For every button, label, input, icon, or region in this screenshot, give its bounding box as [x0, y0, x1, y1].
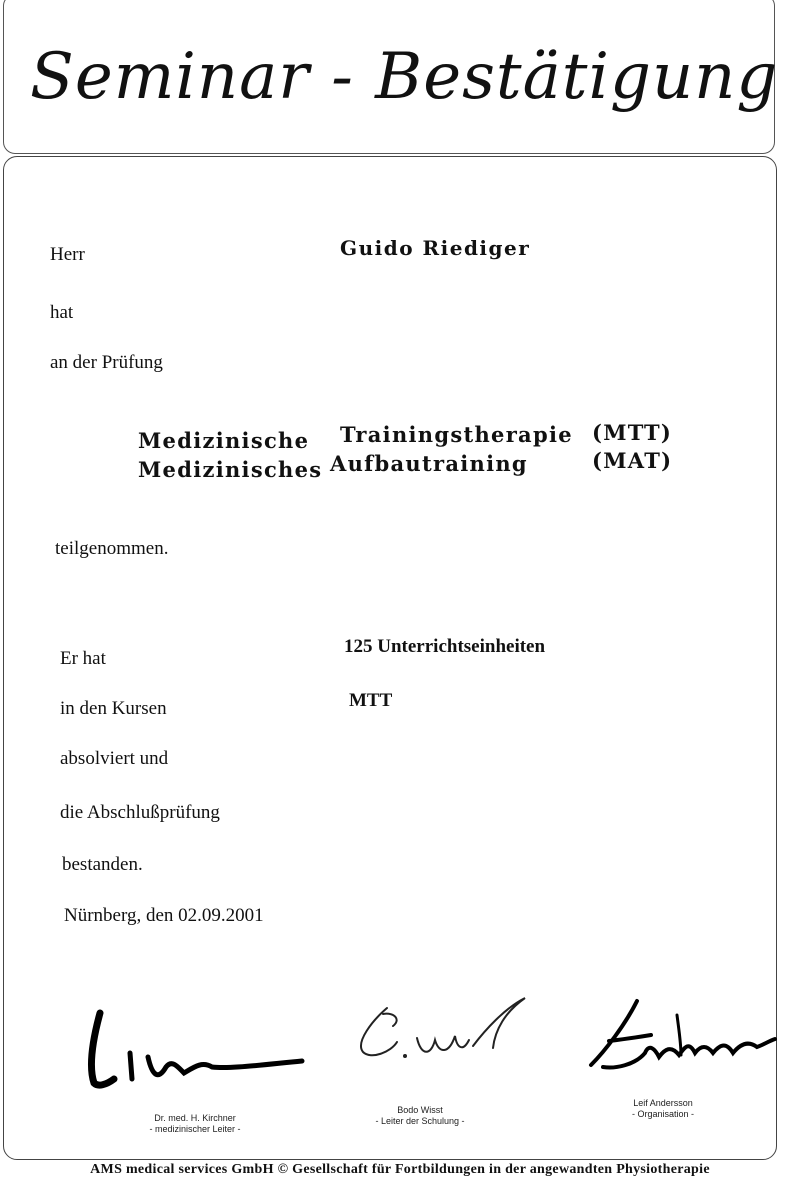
footer-company: AMS medical services GmbH © Gesellschaft für Fortbildungen in der angewandten Physiotherapie: [90, 1162, 710, 1177]
course-2-abbr: (MAT): [592, 448, 673, 473]
units-value: 125 Unterrichtseinheiten: [344, 636, 546, 657]
text-an-der-pruefung: an der Prüfung: [50, 352, 163, 373]
recipient-name: Guido Riediger: [340, 236, 531, 260]
signature-andersson: [585, 995, 785, 1085]
text-in-den-kursen: in den Kursen: [60, 698, 167, 719]
text-absolviert: absolviert und: [60, 748, 169, 769]
course-2-detail: Aufbautraining: [330, 451, 528, 476]
place-date: Nürnberg, den 02.09.2001: [64, 905, 264, 926]
signatory-1-role: - medizinischer Leiter -: [149, 1124, 241, 1134]
signatory-2: [320, 1105, 520, 1127]
signatory-3: [563, 1098, 763, 1120]
text-teilgenommen: teilgenommen.: [55, 538, 169, 559]
signatory-1: [95, 1113, 295, 1135]
salutation: Herr: [50, 244, 85, 265]
signature-wisst: [345, 990, 535, 1075]
signatory-2-role: - Leiter der Schulung -: [375, 1116, 465, 1126]
course-code: MTT: [349, 690, 393, 711]
signature-kirchner: [80, 1005, 320, 1090]
signatory-1-name: Dr. med. H. Kirchner: [154, 1113, 236, 1123]
course-1-detail: Trainingstherapie: [340, 422, 573, 447]
text-abschlusspruefung: die Abschlußprüfung: [60, 802, 220, 823]
page-title: Seminar - Bestätigung: [30, 40, 779, 114]
course-1-abbr: (MTT): [592, 420, 673, 445]
course-2-name: Medizinisches: [138, 457, 323, 482]
text-hat: hat: [50, 302, 74, 323]
signatory-3-role: - Organisation -: [631, 1109, 695, 1119]
signatory-3-name: Leif Andersson: [633, 1098, 693, 1108]
course-1-name: Medizinische: [138, 428, 310, 453]
text-bestanden: bestanden.: [62, 854, 143, 875]
text-er-hat: Er hat: [60, 648, 106, 669]
signatory-2-name: Bodo Wisst: [397, 1105, 443, 1115]
